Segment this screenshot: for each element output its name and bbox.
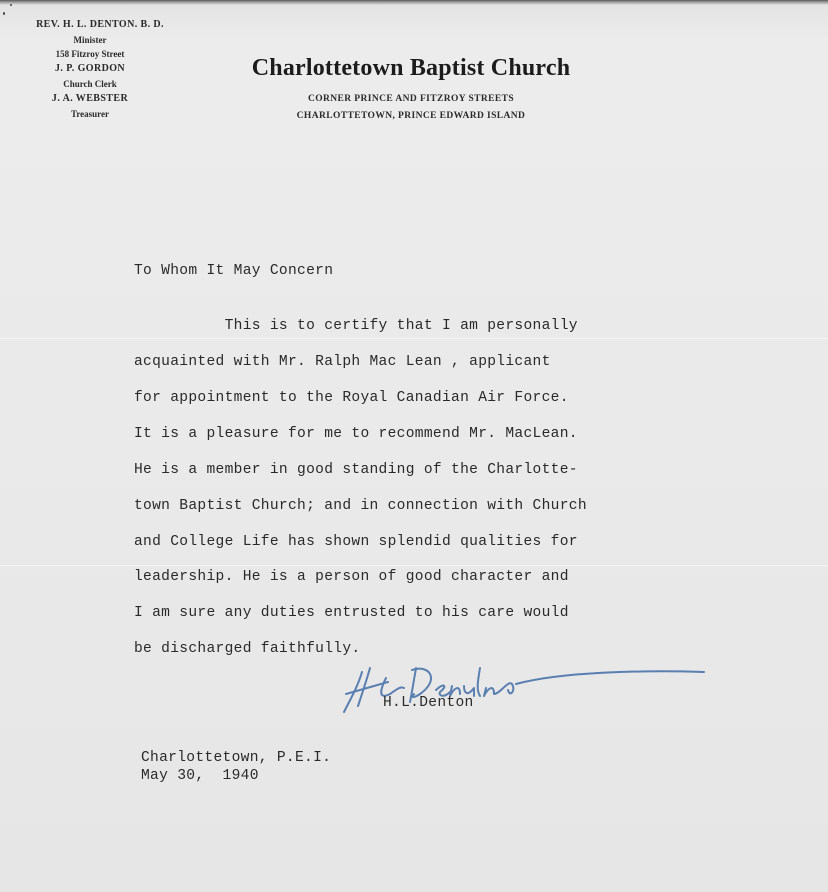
officers-list bbox=[10, 17, 170, 121]
body-line: be discharged faithfully. bbox=[134, 641, 361, 657]
officer-role: Treasurer bbox=[71, 109, 109, 119]
body-line: leadership. He is a person of good character and bbox=[134, 569, 569, 585]
body-line: It is a pleasure for me to recommend Mr. MacLean. bbox=[134, 426, 578, 442]
body-line: town Baptist Church; and in connection with Church bbox=[134, 498, 587, 514]
church-address-city: CHARLOTTETOWN, PRINCE EDWARD ISLAND bbox=[296, 111, 526, 121]
letter-date: May 30, 1940 bbox=[141, 768, 259, 784]
ink-speck bbox=[3, 12, 5, 15]
officer-role: Church Clerk bbox=[63, 79, 117, 89]
officer-name: J. P. GORDON bbox=[55, 63, 125, 74]
officer-name: REV. H. L. DENTON. B. D. bbox=[36, 19, 164, 30]
body-line: acquainted with Mr. Ralph Mac Lean , applicant bbox=[134, 354, 551, 370]
salutation: To Whom It May Concern bbox=[134, 263, 334, 279]
officer-role: Minister bbox=[73, 35, 107, 45]
body-line: for appointment to the Royal Canadian Air Force. bbox=[134, 390, 569, 406]
body-line: and College Life has shown splendid qualities for bbox=[134, 534, 578, 550]
officer-address: 158 Fitzroy Street bbox=[55, 49, 125, 59]
letter-place: Charlottetown, P.E.I. bbox=[141, 750, 332, 766]
body-line: This is to certify that I am personally bbox=[134, 318, 578, 334]
church-address-street: CORNER PRINCE AND FITZROY STREETS bbox=[307, 94, 515, 104]
body-line: He is a member in good standing of the Charlotte- bbox=[134, 462, 578, 478]
paper-fold bbox=[0, 565, 828, 566]
ink-speck bbox=[10, 4, 12, 6]
body-line: I am sure any duties entrusted to his care would bbox=[134, 605, 569, 621]
signed-name: H.L.Denton bbox=[383, 695, 474, 711]
officer-name: J. A. WEBSTER bbox=[51, 93, 129, 104]
handwritten-signature bbox=[340, 660, 710, 720]
church-name: Charlottetown Baptist Church bbox=[251, 55, 571, 81]
paper-fold bbox=[0, 338, 828, 339]
